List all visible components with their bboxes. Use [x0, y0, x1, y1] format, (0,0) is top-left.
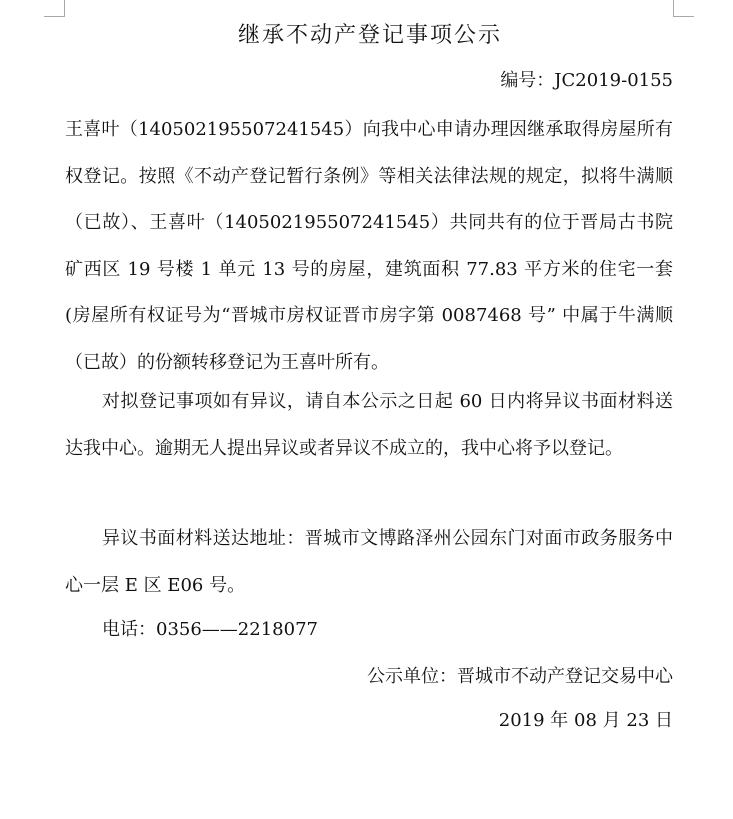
paragraph-objection: 对拟登记事项如有异议，请自本公示之日起 60 日内将异议书面材料送达我中心。逾期无人提出异议或者异议不成立的，我中心将予以登记。 [65, 391, 673, 459]
page-margin-corner-top-left [44, 0, 65, 17]
paragraph-address: 异议书面材料送达地址：晋城市文博路泽州公园东门对面市政务服务中心一层 E 区 E06 号。 [65, 528, 673, 596]
paragraph-phone: 电话：0356——2218077 [102, 619, 318, 640]
paragraph-main: 王喜叶（140502195507241545）向我中心申请办理因继承取得房屋所有权登记。按照《不动产登记暂行条例》等相关法律法规的规定，拟将牛满顺（已故）、王喜叶（140502195507241545）共同共有的位于晋局古书院矿西区 19 号楼 1 单元 13 号的房屋，建筑面积 77.83 平方米的住宅一套(房屋所有权证号为“晋城市房权证晋市房字第 0087468 号” 中属于牛满顺（已故）的份额转移登记为王喜叶所有。 [65, 119, 673, 373]
document-number: 编号：JC2019-0155 [500, 70, 673, 91]
signature-date: 2019 年 08 月 23 日 [498, 710, 673, 731]
signature-organization: 公示单位：晋城市不动产登记交易中心 [367, 666, 673, 687]
page-margin-corner-top-right [673, 0, 694, 17]
document-title: 继承不动产登记事项公示 [237, 23, 502, 48]
